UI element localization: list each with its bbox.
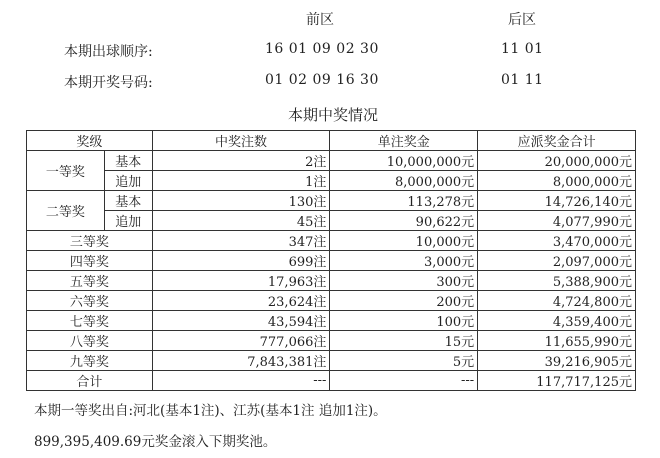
winning-numbers-back: 01 11 (501, 72, 544, 88)
table-row (27, 211, 636, 231)
unit-prize: 15元 (330, 331, 478, 351)
level-name: 一等奖 (27, 151, 105, 191)
unit-prize: 3,000元 (330, 251, 478, 271)
front-zone-header: 前区 (306, 12, 334, 28)
draw-order-back: 11 01 (501, 41, 544, 57)
sum-prize: --- (330, 371, 478, 391)
unit-prize: 10,000元 (330, 231, 478, 251)
winner-count: 130注 (152, 191, 330, 211)
winner-count: 699注 (152, 251, 330, 271)
winner-count: 2注 (152, 151, 330, 171)
back-zone-header: 后区 (508, 12, 536, 28)
total-prize: 20,000,000元 (478, 151, 636, 171)
unit-prize: 5元 (330, 351, 478, 371)
col-header-level: 奖级 (27, 131, 153, 151)
table-row-sum (27, 371, 636, 391)
table-row (27, 351, 636, 371)
winning-numbers-front: 01 02 09 16 30 (265, 72, 379, 88)
sub-label: 追加 (104, 171, 152, 191)
winner-count: 7,843,381注 (152, 351, 330, 371)
winner-count: 777,066注 (152, 331, 330, 351)
table-row (27, 171, 636, 191)
table-row (27, 291, 636, 311)
total-prize: 3,470,000元 (478, 231, 636, 251)
winner-count: 43,594注 (152, 311, 330, 331)
table-row (27, 231, 636, 251)
unit-prize: 300元 (330, 271, 478, 291)
col-header-prize: 单注奖金 (330, 131, 478, 151)
winner-count: 45注 (152, 211, 330, 231)
total-prize: 39,216,905元 (478, 351, 636, 371)
winner-count: 1注 (152, 171, 330, 191)
unit-prize: 113,278元 (330, 191, 478, 211)
total-prize: 11,655,990元 (478, 331, 636, 351)
draw-order-front: 16 01 09 02 30 (265, 41, 379, 57)
total-prize: 2,097,000元 (478, 251, 636, 271)
winner-count: 23,624注 (152, 291, 330, 311)
total-prize: 4,077,990元 (478, 211, 636, 231)
first-prize-origin: 本期一等奖出自:河北(基本1注)、江苏(基本1注 追加1注)。 (34, 403, 387, 419)
unit-prize: 100元 (330, 311, 478, 331)
total-prize: 8,000,000元 (478, 171, 636, 191)
table-row (27, 311, 636, 331)
winner-count: 347注 (152, 231, 330, 251)
sum-count: --- (152, 371, 330, 391)
total-prize: 5,388,900元 (478, 271, 636, 291)
table-row (27, 191, 636, 211)
total-prize: 4,359,400元 (478, 311, 636, 331)
sum-label: 合计 (27, 371, 153, 391)
prize-table (26, 130, 636, 391)
level-name: 三等奖 (27, 231, 153, 251)
sub-label: 基本 (104, 151, 152, 171)
draw-order-label: 本期出球顺序: (64, 44, 153, 60)
sub-label: 追加 (104, 211, 152, 231)
level-name: 六等奖 (27, 291, 153, 311)
total-prize: 4,724,800元 (478, 291, 636, 311)
level-name: 四等奖 (27, 251, 153, 271)
unit-prize: 10,000,000元 (330, 151, 478, 171)
level-name: 八等奖 (27, 331, 153, 351)
table-header-row (27, 131, 636, 151)
sum-total: 117,717,125元 (478, 371, 636, 391)
table-row (27, 331, 636, 351)
level-name: 二等奖 (27, 191, 105, 231)
level-name: 五等奖 (27, 271, 153, 291)
unit-prize: 90,622元 (330, 211, 478, 231)
table-title: 本期中奖情况 (288, 106, 379, 124)
sub-label: 基本 (104, 191, 152, 211)
table-row (27, 271, 636, 291)
rollover-note: 899,395,409.69元奖金滚入下期奖池。 (34, 434, 277, 450)
winner-count: 17,963注 (152, 271, 330, 291)
level-name: 九等奖 (27, 351, 153, 371)
winning-numbers-label: 本期开奖号码: (64, 75, 153, 91)
table-row (27, 151, 636, 171)
table-row (27, 251, 636, 271)
unit-prize: 8,000,000元 (330, 171, 478, 191)
col-header-count: 中奖注数 (152, 131, 330, 151)
level-name: 七等奖 (27, 311, 153, 331)
total-prize: 14,726,140元 (478, 191, 636, 211)
col-header-total: 应派奖金合计 (478, 131, 636, 151)
unit-prize: 200元 (330, 291, 478, 311)
